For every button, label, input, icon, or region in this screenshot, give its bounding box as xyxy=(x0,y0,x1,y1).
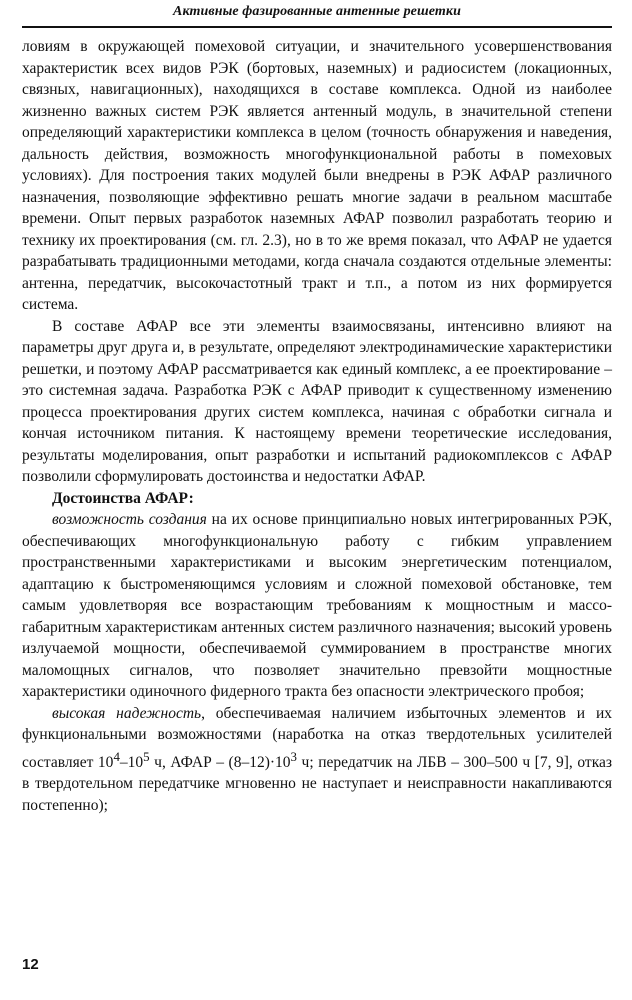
header-rule xyxy=(22,26,612,28)
section-heading: Достоинства АФАР: xyxy=(52,489,194,507)
paragraph-1: ловиям в окружающей помеховой ситуации, и значительного усовершенствования характеристик всех видов РЭК (бортовых, наземных) и радиосистем (локационных, связных, навигационных), находящихся в составе комплекса. Одной из наиболее жизненно важных систем РЭК является антенный модуль, в значительной степени определяющий характеристики комплекса в целом (точность обнаружения и наведения, дальность действия, возможность многофункциональной работы в помеховых условиях). Для построения таких модулей были внедрены в РЭК АФАР различного назначения, позволяющие эффективно решать многие задачи в реальном масштабе времени. Опыт первых разработок наземных АФАР позволил разработать теорию и технику их проектирования (см. гл. 2.3), но в то же время показал, что АФАР не удается разрабатывать традиционными методами, когда сначала создаются отдельные элементы: антенна, передатчик, высокочастотный тракт и т.п., а потом из них формируется система. xyxy=(22,38,612,313)
page-number: 12 xyxy=(22,956,39,973)
paragraph-3 xyxy=(22,509,612,703)
paragraph-2: В составе АФАР все эти элементы взаимосвязаны, интенсивно влияют на параметры друг друга и, в результате, определяют электродинамические характеристики решетки, и поэтому АФАР рассматривается как единый комплекс, а ее проектирование – это системная задача. Разработка РЭК с АФАР приводит к существенному изменению процесса проектирования других систем комплекса, начиная с обработки сигнала и кончая источником питания. К настоящему времени теоретические исследования, результаты моделирования, опыт разработки и испытаний радиокомплексов с АФАР позволили сформулировать достоинства и недостатки АФАР. xyxy=(22,317,612,485)
body-text xyxy=(22,36,612,816)
paragraph-3-emphasis: возможность создания xyxy=(52,511,207,528)
paragraph-4-text-c: ч, АФАР – (8–12)·10 xyxy=(149,753,291,771)
paragraph-4-text-b: –10 xyxy=(119,753,144,771)
paragraph-4 xyxy=(22,703,612,817)
exponent-2: 5 xyxy=(143,748,150,764)
exponent-3: 3 xyxy=(290,748,297,764)
paragraph-4-emphasis: высокая надежность xyxy=(52,704,202,722)
paragraph-4-text-a: , обеспечиваемая наличием избыточных элементов и их функциональными возможностями (наработка на отказ твердотельных усилителей составляет 10 xyxy=(22,704,612,771)
exponent-1: 4 xyxy=(113,748,120,764)
paragraph-4-text-d: ч; передатчик на ЛБВ – 300–500 ч [7, 9], отказ в твердотельном передатчике мгновенно не наступает и неисправности накапливаются постепенно); xyxy=(22,753,612,814)
running-header: Активные фазированные антенные решетки xyxy=(173,4,461,19)
paragraph-3-text: на их основе принципиально новых интегрированных РЭК, обеспечивающих многофункциональную работу с гибким управлением пространственными характеристиками и высоким энергетическим потенциалом, адаптацию к быстроменяющимся условиям и сложной помеховой обстановке, тем самым удовлетворяя все возрастающим требованиям к мощностным и массо-габаритным характеристикам антенных систем различного назначения; высокий уровень излучаемой мощности, обеспечиваемой суммированием в пространстве многих маломощных сигналов, что позволяет значительно превзойти мощностные характеристики одиночного фидерного тракта без опасности электрического пробоя; xyxy=(22,511,612,700)
